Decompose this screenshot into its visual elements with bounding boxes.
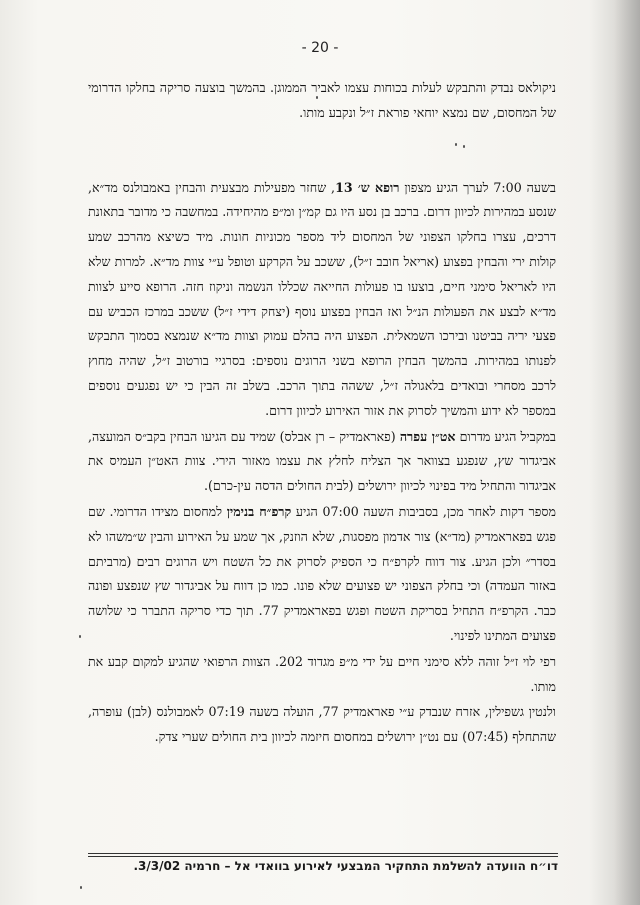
- paragraph-text: רפי לוי ז״ל זוהה ללא סימני חיים על ידי מ״פ מגדוד 202. הצוות הרפואי שהגיע למקום קבע את מותו.: [88, 653, 557, 694]
- page-number: - 20 -: [301, 40, 339, 56]
- document-body: [88, 76, 556, 750]
- paragraph-text: מספר דקות לאחר מכן, בסביבות השעה 07:00 הגיע: [291, 503, 556, 519]
- paragraph-text: , שחזר מפעילות מבצעית והבחין באמבולנס מד״א, שנסע במהירות לכיוון דרום. ברכב בן נסע היו גם קמ״ן ומ״פ מהיחידה. במחשבה כי מדובר בתאונת דרכים, עצרו בחלקו הצפוני של המחסום ליד מספר מכוניות חונות. מיד כשיצא מהרכב שמע קולות ירי והבחין בפצוע (אריאל חובב ז״ל), ששכב על הקרקע וטופל ע״י צוות מד״א. למרות שלא היו לאריאל סימני חיים, בוצעו בו פעולות החייאה שכללו הנשמה וניקוז חזה. הרופא סייע לצוות מד״א לבצע את הפעולות הנ״ל ואז הבחין בפצוע נוסף (יצחק דידי ז״ל) ששכב במרכז הכביש עם פצעי יריה בביטנו ובירכו השמאלית. הפצוע היה בהלם עמוק וצוות מד״א שנמצא בסמוך התבקש לפנותו במהירות. בהמשך הבחין הרופא בשני הרוגים נוספים: בסרגיי בורטוב ז״ל, שהיה מחוץ לרכב מסחרי ובואדים בלאגולה ז״ל, ששהה בתוך הרכב. בשלב זה הבין כי יש נפגעים נוספים במספר לא ידוע והמשיך לסרוק את אזור האירוע לכיוון דרום.: [88, 179, 556, 418]
- paragraph-text: ולנטין גשפילין, אזרח שנבדק ע״י פאראמדיק 77, הועלה בשעה 07:19 לאמבולנס (לבן) עופרה, שהתחלף (07:45) עם נט״ן ירושלים במחסום חיזמה לכיוון בית החולים שערי צדק.: [88, 704, 556, 745]
- scan-speck: [316, 96, 318, 99]
- paragraph-text: למחסום מצידו הדרומי. שם פגש בפאראמדיק (מד״א) צור אדמון מפסגות, שלא הוזנק, אך שמע על האירוע והבין ש״משהו לא בסדר״ ולכן הגיע. צור דווח לקרפ״ח כי הספיק לסרוק את כל השטח ויש הרוגים רבים (מרביתם באזור העמדה) וכי בחלק הצפוני יש פצועים שלא פונו. כמו כן דווח על אביגדור שץ שנפצע ופונה כבר. הקרפ״ח התחיל בסריקת השטח ופגש בפאראמדיק 77. תוך כדי סריקה התברר כי שלושה פצועים המתינו לפינוי.: [88, 503, 556, 643]
- paragraph-6: [88, 700, 556, 750]
- footer-rule-bottom: [88, 856, 558, 857]
- scan-speck: [455, 143, 457, 146]
- footer-rule-top: [88, 853, 558, 854]
- paragraph-text: (פאראמדיק – רן אבלס) שמיד עם הגיעו הבחין בקב״ס המועצה, אביגדור שץ, שנפגע בצוואר אך הצליח לחלץ את עצמו מאזור הירי. צוות האט״ן העמיס את אביגדור והתחיל מיד בפינוי לכיוון ירושלים (לבית החולים הדסה עין-כרם).: [88, 428, 556, 494]
- page-footer: דו״ח הוועדה להשלמת התחקיר המבצעי לאירוע בוואדי אל – חרמיה 3/3/02.: [133, 859, 558, 873]
- scan-speck: [79, 635, 81, 638]
- bold-term: קרפ״ח בנימין: [226, 503, 292, 519]
- page-edge-shadow: [614, 0, 640, 905]
- paragraph-text: ניקולאס נבדק והתבקש לעלות בכוחות עצמו לאביר הממוגן. בהמשך בוצעה סריקה בחלקו הדרומי של המחסום, שם נמצא יוחאי פוראת ז״ל ונקבע מותו.: [88, 80, 556, 120]
- paragraph-3: [88, 425, 556, 499]
- paragraph-5: [88, 650, 556, 700]
- paragraph-4: [88, 500, 556, 649]
- bold-term: רופא ש׳ 13: [335, 179, 400, 195]
- paragraph-2: [88, 176, 556, 424]
- paragraph-1: [88, 76, 556, 126]
- paragraph-text: בשעה 7:00 לערך הגיע מצפון: [399, 179, 556, 195]
- paragraph-text: במקביל הגיע מדרום: [455, 428, 557, 444]
- scan-speck: [80, 886, 82, 889]
- bold-term: אט״ן עפרה: [399, 428, 456, 444]
- scan-speck: [463, 145, 465, 148]
